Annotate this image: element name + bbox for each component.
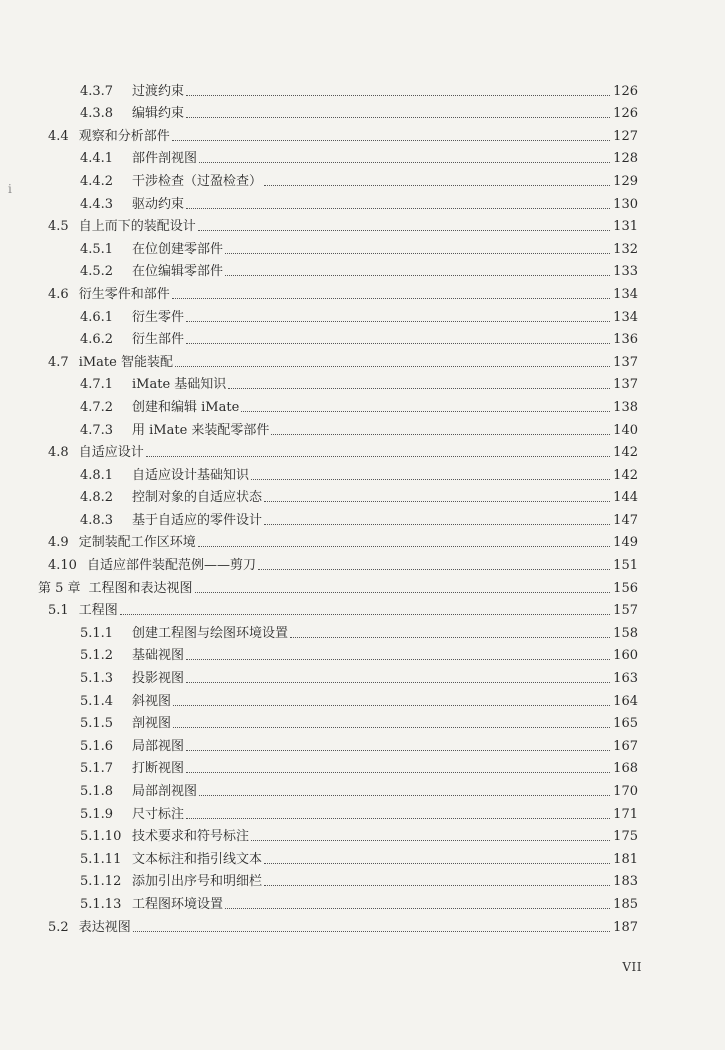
dot-leader [186, 343, 610, 344]
toc-entry-title: 尺寸标注 [132, 806, 185, 822]
toc-entry [38, 732, 638, 755]
toc-entry-page: 133 [613, 264, 638, 280]
toc-entry-page: 134 [613, 309, 638, 325]
toc-entry-number: 4.6 [48, 286, 69, 302]
toc-entry-page: 147 [613, 512, 638, 528]
toc-entry-number: 5.1.12 [80, 874, 122, 890]
toc-entry-page: 128 [613, 151, 638, 167]
toc-entry-page: 136 [613, 332, 638, 348]
toc-entry-number: 4.7.2 [80, 399, 114, 415]
toc-entry [38, 416, 638, 439]
dot-leader [225, 275, 610, 276]
toc-entry [38, 280, 638, 303]
dot-leader [172, 140, 610, 141]
toc-entry-number: 5.2 [48, 919, 69, 935]
toc-entry-number: 5.1.1 [80, 625, 114, 641]
toc-entry [38, 100, 638, 123]
toc-entry-number: 4.7.1 [80, 377, 114, 393]
dot-leader [173, 705, 610, 706]
toc-entry-page: 134 [613, 286, 638, 302]
dot-leader [133, 931, 610, 932]
toc-entry [38, 687, 638, 710]
toc-entry [38, 303, 638, 326]
toc-entry-number: 4.8.1 [80, 467, 114, 483]
toc-entry [38, 619, 638, 642]
toc-entry-number: 4.8 [48, 445, 69, 461]
toc-entry-title: 技术要求和符号标注 [132, 829, 250, 845]
toc-entry-number: 5.1.9 [80, 806, 114, 822]
toc-entry-number: 4.5.1 [80, 241, 114, 257]
toc-entry-page: 156 [613, 580, 638, 596]
toc-entry [38, 190, 638, 213]
toc-entry-title: 添加引出序号和明细栏 [132, 874, 263, 890]
dot-leader [186, 321, 610, 322]
toc-entry-number: 4.4 [48, 128, 69, 144]
toc-entry-page: 137 [613, 377, 638, 393]
toc-entry-page: 137 [613, 354, 638, 370]
toc-entry-page: 140 [613, 422, 638, 438]
toc-entry-title: iMate 基础知识 [132, 377, 227, 393]
toc-entry-number: 5.1.7 [80, 761, 114, 777]
toc-entry [38, 145, 638, 168]
toc-entry-page: 127 [613, 128, 638, 144]
toc-entry-page: 142 [613, 467, 638, 483]
dot-leader [251, 840, 610, 841]
toc-entry [38, 664, 638, 687]
dot-leader [172, 298, 610, 299]
toc-entry [38, 913, 638, 936]
toc-entry-title: 过渡约束 [132, 83, 185, 99]
toc-entry-page: 165 [613, 716, 638, 732]
toc-entry-title: 观察和分析部件 [78, 128, 170, 144]
toc-entry-number: 4.6.2 [80, 332, 114, 348]
toc-entry-page: 138 [613, 399, 638, 415]
toc-entry-title: 衍生零件和部件 [78, 286, 170, 302]
toc-entry [38, 506, 638, 529]
toc-entry [38, 235, 638, 258]
toc-entry-title: 创建工程图与绘图环境设置 [132, 625, 289, 641]
dot-leader [264, 501, 610, 502]
toc-entry-title: 部件剖视图 [132, 151, 198, 167]
toc-entry [38, 122, 638, 145]
toc-entry-title: 局部剖视图 [132, 784, 198, 799]
toc-entry-title: 编辑约束 [132, 106, 185, 122]
toc-entry [38, 710, 638, 733]
toc-entry [38, 213, 638, 236]
margin-mark: i [8, 182, 12, 196]
toc-entry-page: 181 [613, 851, 638, 867]
toc-entry [38, 642, 638, 665]
dot-leader [199, 162, 610, 163]
dot-leader [186, 95, 610, 96]
toc-entry-title: 自适应设计基础知识 [132, 467, 250, 483]
toc-entry-number: 4.3.7 [80, 83, 114, 99]
dot-leader [198, 546, 610, 547]
toc-entry-page: 151 [613, 558, 638, 574]
toc-entry-title: 驱动约束 [132, 196, 185, 212]
toc-entry-title: 干涉检查（过盈检查） [132, 173, 263, 189]
dot-leader [264, 185, 610, 186]
toc-entry-number: 5.1.10 [80, 829, 122, 845]
toc-entry-number: 4.4.1 [80, 151, 114, 167]
toc-entry-number: 4.4.3 [80, 196, 114, 212]
dot-leader [264, 885, 610, 886]
toc-entry-title: 自上而下的装配设计 [78, 219, 196, 235]
toc-entry-page: 131 [613, 219, 638, 235]
toc-entry-page: 132 [613, 241, 638, 257]
dot-leader [146, 456, 610, 457]
dot-leader [186, 682, 610, 683]
toc-entry [38, 890, 638, 913]
toc-entry-number: 5.1.2 [80, 648, 114, 664]
toc-entry-page: 183 [613, 874, 638, 890]
toc-entry [38, 461, 638, 484]
toc-entry-title: 控制对象的自适应状态 [132, 490, 263, 506]
dot-leader [258, 569, 610, 570]
toc-entry [38, 484, 638, 507]
toc-entry-number: 5.1.8 [80, 784, 114, 799]
dot-leader [225, 908, 610, 909]
toc-entry [38, 868, 638, 891]
toc-entry-number: 5.1.13 [80, 896, 122, 912]
toc-entry-title: 文本标注和指引线文本 [132, 851, 263, 867]
toc-entry-page: 129 [613, 173, 638, 189]
toc-entry-page: 130 [613, 196, 638, 212]
toc-entry-title: 基础视图 [132, 648, 185, 664]
toc-entry-number: 5.1.4 [80, 693, 114, 709]
toc-entry-title: 局部视图 [132, 738, 185, 754]
toc-entry-title: 打断视图 [132, 761, 185, 777]
toc-entry [38, 439, 638, 462]
dot-leader [271, 434, 610, 435]
toc-entry [38, 551, 638, 574]
page-number: VII [622, 960, 642, 974]
toc-entry-page: 167 [613, 738, 638, 754]
toc-entry-page: 149 [613, 535, 638, 551]
toc-entry [38, 371, 638, 394]
toc-entry-page: 164 [613, 693, 638, 709]
toc-entry [38, 348, 638, 371]
toc-entry-title: 衍生零件 [132, 309, 185, 325]
toc-entry-page: 157 [613, 603, 638, 619]
toc-entry-title: 自适应设计 [78, 445, 144, 461]
dot-leader [186, 818, 610, 819]
toc-entry-page: 163 [613, 671, 638, 687]
toc-entry-title: 在位创建零部件 [132, 241, 224, 257]
toc-entry-number: 5.1.11 [80, 851, 122, 867]
toc-entry-page: 171 [613, 806, 638, 822]
toc-entry-page: 175 [613, 829, 638, 845]
toc-entry-page: 144 [613, 490, 638, 506]
toc-entry [38, 755, 638, 778]
toc-entry [38, 574, 638, 597]
toc-entry-number: 第 5 章 [38, 580, 81, 596]
toc-entry-number: 4.8.2 [80, 490, 114, 506]
toc-entry-number: 4.6.1 [80, 309, 114, 325]
toc-entry [38, 845, 638, 868]
dot-leader [175, 366, 610, 367]
toc-entry-page: 185 [613, 896, 638, 912]
toc-entry-number: 4.7.3 [80, 422, 114, 438]
toc-entry [38, 777, 638, 800]
toc-entry-title: 工程图环境设置 [132, 896, 224, 912]
dot-leader [264, 524, 610, 525]
toc-entry-number: 4.5.2 [80, 264, 114, 280]
toc-entry-title: 用 iMate 来装配零部件 [132, 422, 270, 438]
toc-entry-page: 168 [613, 761, 638, 777]
toc-entry [38, 167, 638, 190]
dot-leader [199, 795, 610, 796]
dot-leader [186, 750, 610, 751]
toc-entry [38, 597, 638, 620]
toc-entry-number: 4.3.8 [80, 106, 114, 122]
dot-leader [241, 411, 610, 412]
toc-entry-title: 斜视图 [132, 693, 172, 709]
toc-entry [38, 529, 638, 552]
toc-entry-number: 4.10 [48, 558, 77, 574]
toc-entry-number: 5.1 [48, 603, 69, 619]
dot-leader [186, 117, 610, 118]
toc-entry-page: 187 [613, 919, 638, 935]
toc-entry-page: 170 [613, 784, 638, 799]
toc-entry-title: 工程图和表达视图 [88, 580, 193, 596]
toc-entry-page: 142 [613, 445, 638, 461]
toc-entry [38, 800, 638, 823]
toc-entry-title: 自适应部件装配范例——剪刀 [86, 558, 256, 574]
dot-leader [186, 659, 610, 660]
dot-leader [198, 230, 610, 231]
toc-entry-title: 衍生部件 [132, 332, 185, 348]
dot-leader [195, 592, 610, 593]
toc-entry-page: 126 [613, 106, 638, 122]
toc-entry-page: 158 [613, 625, 638, 641]
toc-entry-page: 126 [613, 83, 638, 99]
toc-entry-title: 基于自适应的零件设计 [132, 512, 263, 528]
toc-entry-title: 定制装配工作区环境 [78, 535, 196, 551]
toc-entry-title: 投影视图 [132, 671, 185, 687]
toc-entry-title: 工程图 [78, 603, 118, 619]
dot-leader [186, 208, 610, 209]
dot-leader [120, 614, 610, 615]
table-of-contents [38, 77, 638, 936]
toc-entry-title: 在位编辑零部件 [132, 264, 224, 280]
toc-entry [38, 823, 638, 846]
toc-entry-title: iMate 智能装配 [78, 354, 173, 370]
toc-entry-number: 4.8.3 [80, 512, 114, 528]
dot-leader [186, 772, 610, 773]
toc-entry-page: 160 [613, 648, 638, 664]
dot-leader [290, 637, 610, 638]
toc-entry-number: 5.1.6 [80, 738, 114, 754]
dot-leader [251, 479, 610, 480]
toc-entry-number: 4.7 [48, 354, 69, 370]
toc-entry-title: 表达视图 [78, 919, 131, 935]
dot-leader [264, 863, 610, 864]
toc-entry-number: 5.1.3 [80, 671, 114, 687]
toc-entry-number: 4.9 [48, 535, 69, 551]
toc-entry [38, 326, 638, 349]
dot-leader [173, 727, 610, 728]
toc-entry [38, 393, 638, 416]
toc-entry-number: 4.5 [48, 219, 69, 235]
toc-entry [38, 258, 638, 281]
toc-entry-title: 创建和编辑 iMate [132, 399, 240, 415]
dot-leader [228, 388, 610, 389]
toc-entry [38, 77, 638, 100]
toc-entry-title: 剖视图 [132, 716, 172, 732]
dot-leader [225, 253, 610, 254]
toc-entry-number: 5.1.5 [80, 716, 114, 732]
toc-entry-number: 4.4.2 [80, 173, 114, 189]
